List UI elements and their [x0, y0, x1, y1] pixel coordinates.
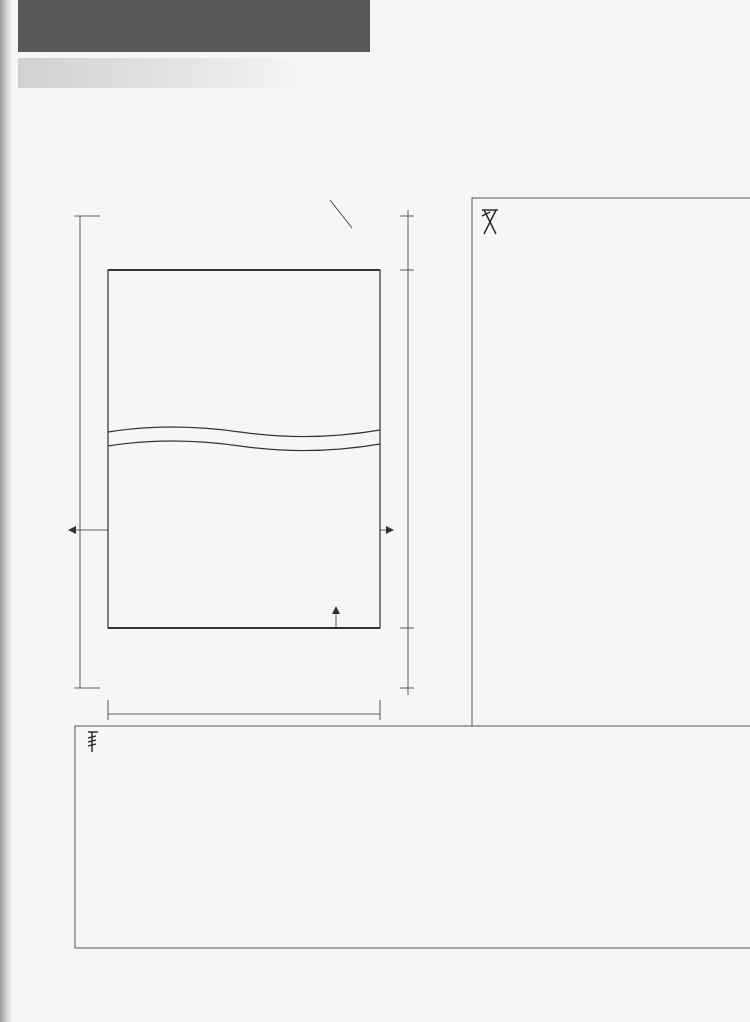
triple-treble-box — [75, 726, 750, 948]
triple-treble-symbol-icon — [88, 732, 98, 752]
break-line-bottom — [108, 441, 380, 451]
crossed-dc-symbol-icon — [482, 210, 498, 234]
break-line-top — [108, 427, 380, 437]
crossed-dc-box — [472, 198, 750, 726]
